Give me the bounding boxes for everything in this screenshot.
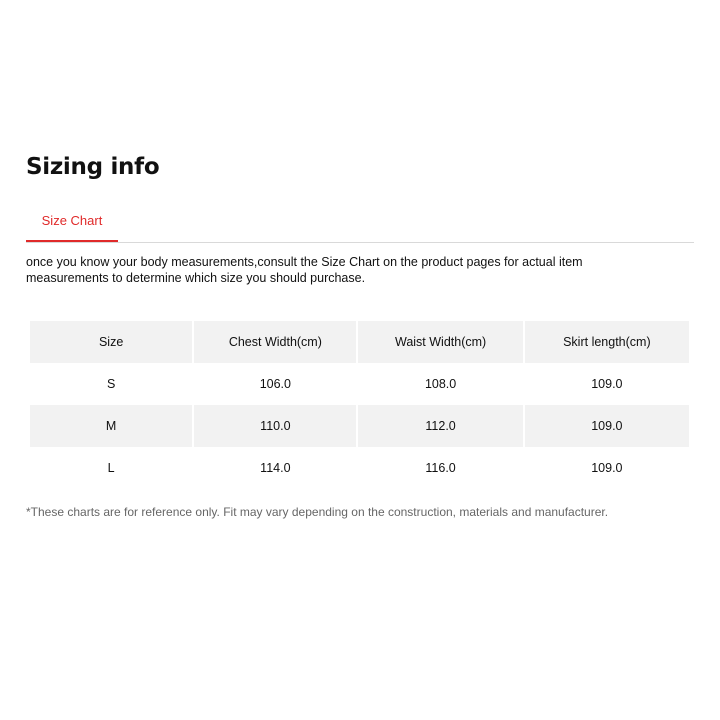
cell-skirt-length: 109.0 [591,377,623,391]
footnote-text: *These charts are for reference only. Fit may vary depending on the construction, materials and manufacturer. [26,505,609,519]
table-row [30,363,689,405]
table-row [30,405,689,447]
cell-size: L [107,461,115,475]
cell-waist-width: 116.0 [425,461,456,475]
cell-size: M [30,405,192,447]
cell-skirt-length: 109.0 [591,461,623,475]
header-waist-width: Waist Width(cm) [358,321,522,363]
cell-chest-width: 106.0 [259,377,291,391]
cell-chest-width: 110.0 [194,405,356,447]
cell-skirt-length: 109.0 [525,405,689,447]
header-chest-width: Chest Width(cm) [194,321,356,363]
intro-text: once you know your body measurements,consult the Size Chart on the product pages for actual item measurements to determine which size you should purchase. [26,255,583,285]
cell-waist-width: 108.0 [424,377,457,391]
size-chart-table [28,321,691,489]
tab-size-chart[interactable]: Size Chart [26,204,118,242]
table-row [30,447,689,489]
cell-chest-width: 114.0 [260,461,291,475]
cell-waist-width: 112.0 [358,405,522,447]
header-size: Size [30,321,192,363]
header-skirt-length: Skirt length(cm) [525,321,689,363]
table-header-row [30,321,689,363]
cell-size: S [106,377,116,391]
tab-bar [26,204,694,243]
page-title: Sizing info [26,154,160,180]
